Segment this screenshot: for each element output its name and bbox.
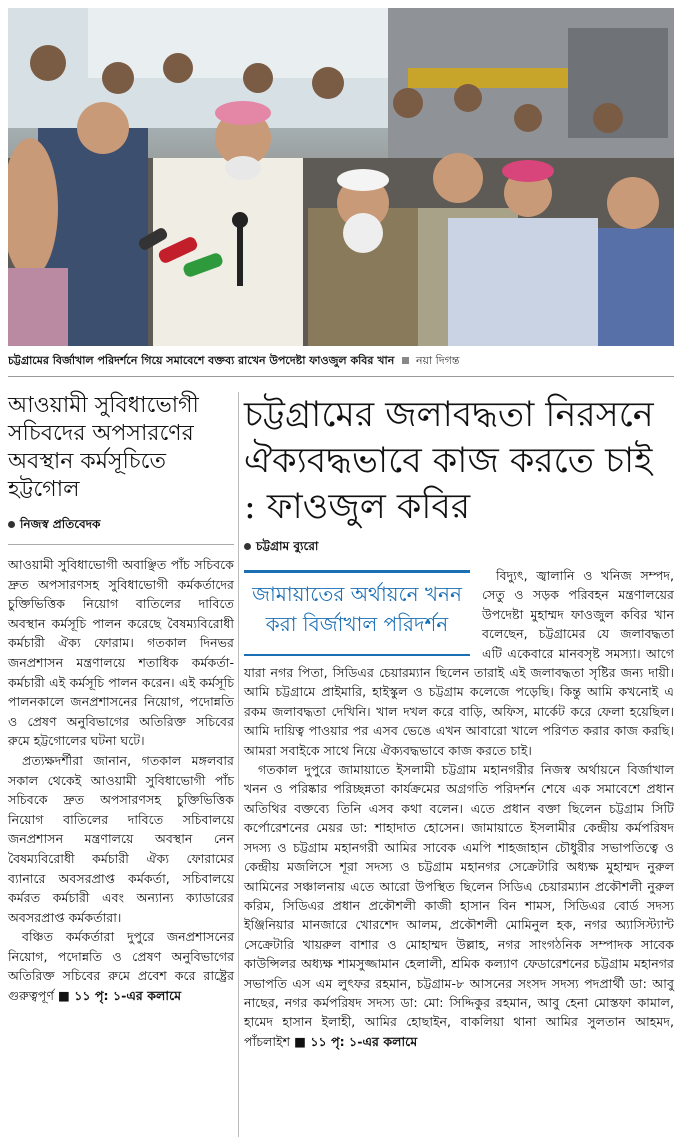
left-byline-text: নিজস্ব প্রতিবেদক xyxy=(20,517,101,531)
main-body xyxy=(244,566,674,1051)
main-byline-text: চট্টগ্রাম ব্যুরো xyxy=(256,539,319,553)
bullet-icon xyxy=(8,521,15,528)
continued-jump: ■ ১১ পৃ: ১-এর কলামে xyxy=(57,988,182,1004)
left-headline: আওয়ামী সুবিধাভোগী সচিবদের অপসারণের অবস্থান কর্মসূচিতে হট্টগোল xyxy=(8,393,199,502)
paragraph xyxy=(8,927,234,1005)
paragraph: বিদ্যুৎ, জ্বালানি ও খনিজ সম্পদ, সেতু ও সড়ক পরিবহন মন্ত্রণালয়ের উপদেষ্টা মুহাম্মদ ফাওজুল কবির খান বলেছেন, চট্টগ্রামের যে জলাবদ্ধতা এটি একেবারে মানবসৃষ্ট সমস্যা। আগে যারা নগর পিতা, সিডিএর চেয়ারম্যান ছিলেন তারাই এই জলাবদ্ধতা সৃষ্টির জন্য দায়ী। আমি চট্টগ্রামে প্রাইমারি, হাইস্কুল ও চট্টগ্রাম কলেজে পড়েছি। কিন্তু আমি কখনোই এ রকম জলাবদ্ধতা দেখিনি। খাল দখল করে বাড়ি, অফিস, মার্কেট করে ফেলা হয়েছিল। আমি দায়িত্ব পাওয়ার পর এসব ভেঙে এখন আবারো খালে পরিণত করার কাজ করছি। আমরা সবাইকে সাথে নিয়ে ঐক্যবদ্ধভাবে কাজ করতে চাই। xyxy=(244,568,674,758)
square-bullet-icon xyxy=(402,357,409,364)
pull-quote: জামায়াতের অর্থায়নে খনন করা বির্জাখাল পরিদর্শন xyxy=(244,570,470,656)
divider xyxy=(8,376,674,377)
continued-jump: ■ ১১ পৃ: ১-এর কলামে xyxy=(294,1033,418,1049)
paragraph: আওয়ামী সুবিধাভোগী অবাঞ্ছিত পাঁচ সচিবকে দ্রুত অপসারণসহ সুবিধাভোগী কর্মকর্তাদের চুক্তিভিত্তিক নিয়োগ বাতিলের দাবিতে অবস্থান কর্মসূচি পালন করেছে বৈষম্যবিরোধী কর্মচারী ঐক্য ফোরাম। গতকাল দিনভর জনপ্রশাসন মন্ত্রণালয়ে শতাধিক কর্মকর্তা-কর্মচারী এই কর্মসূচি পালন করেন। এই কর্মসূচি পালনকালে জনপ্রশাসনের নিয়োগ, পদোন্নতি ও প্রেষণ অনুবিভাগের অতিরিক্ত সচিবের রুমে হট্টগোলের ঘটনা ঘটে। xyxy=(8,557,234,749)
photo-caption xyxy=(8,352,674,370)
photo-credit: নয়া দিগন্ত xyxy=(415,354,460,367)
paragraph-text: বঞ্চিত কর্মকর্তারা দুপুরে জনপ্রশাসনের নিয়োগ, পদোন্নতি ও প্রেষণ অনুবিভাগের অতিরিক্ত সচিবের রুমে প্রবেশ করে রাষ্ট্রের গুরুত্বপূর্ণ xyxy=(8,929,234,1004)
paragraph-text: গতকাল দুপুরে জামায়াতে ইসলামী চট্টগ্রাম মহানগরীর নিজস্ব অর্থায়নে বির্জাখাল খনন ও পরিষ্কার পরিচ্ছন্নতা কার্যক্রমের অগ্রগতি পরিদর্শন শেষে এক সমাবেশে প্রধান অতিথির বক্তব্যে তিনি এসব কথা বলেন। এতে প্রধান বক্তা ছিলেন চট্টগ্রাম সিটি কর্পোরেশনের মেয়র ডা: শাহাদাত হোসেন। জামায়াতে ইসলামীর কেন্দ্রীয় কর্মপরিষদ সদস্য ও চট্টগ্রাম মহানগরী আমির সাবেক এমপি শাহজাহান চৌধুরীর সভাপতিত্বে ও কেন্দ্রীয় মজলিসে শূরা সদস্য ও চট্টগ্রাম মহানগর সেক্রেটারি অধ্যক্ষ মুহাম্মদ নুরুল আমিনের সঞ্চালনায় এতে আরো উপস্থিত ছিলেন সিডিএ চেয়ারম্যান প্রকৌশলী নুরুল করিম, সিডিএর প্রধান প্রকৌশলী কাজী হাসান বিন শামস, সিডিএর বোর্ড সদস্য ইঞ্জিনিয়ার মানজারে খোরশেদ আলম, প্রকৌশলী মোমিনুল হক, নগর অ্যাসিস্ট্যান্ট সেক্রেটারি খায়রুল বাশার ও মোহাম্মদ উল্লাহ, নগর সাংগঠনিক সম্পাদক সাবেক কাউন্সিলর অধ্যক্ষ শামসুজ্জামান হেলালী, শ্রমিক কল্যাণ ফেডারেশনের চট্টগ্রাম মহানগর সভাপতি এস এম লুৎফর রহমান, চট্টগ্রাম-৮ আসনের সংসদ সদস্য পদপ্রার্থী ডা: আবু নাছের, নগর কর্মপরিষদ সদস্য ডা: মো: সিদ্দিকুর রহমান, আবু হেনা মোস্তফা কামাল, হামেদ হাসান ইলাহী, আমির হোছাইন, বাকলিয়া থানা আমির সুলতান আহমদ, পাঁচলাইশ xyxy=(244,762,674,1049)
main-byline xyxy=(244,538,674,558)
main-story xyxy=(244,392,674,1140)
bullet-icon xyxy=(244,543,251,550)
paragraph xyxy=(244,760,674,1051)
caption-text: চট্টগ্রামের বির্জাখাল পরিদর্শনে গিয়ে সমাবেশে বক্তব্য রাখেন উপদেষ্টা ফাওজুল কবির খান xyxy=(8,354,395,367)
news-photo xyxy=(8,8,674,346)
column-divider xyxy=(238,392,239,1137)
press-conference-photo-icon xyxy=(8,8,674,346)
left-story xyxy=(8,392,234,1140)
main-headline: চট্টগ্রামের জলাবদ্ধতা নিরসনে ঐক্যবদ্ধভাবে কাজ করতে চাই : ফাওজুল কবির xyxy=(244,395,654,527)
left-body xyxy=(8,555,234,1006)
paragraph: প্রত্যক্ষদর্শীরা জানান, গতকাল মঙ্গলবার সকাল থেকেই আওয়ামী সুবিধাভোগী পাঁচ সচিবকে দ্রুত অপসারণসহ চুক্তিভিত্তিক নিয়োগ বাতিলের দাবিতে সচিবালয়ে জনপ্রশাসন মন্ত্রণালয়ে অবস্থান নেন বৈষম্যবিরোধী কর্মচারী ঐক্য ফোরামের ব্যানারে অবসরপ্রাপ্ত কর্মকর্তা, সচিবালয়ে কর্মরত কর্মচারী এবং অন্যান্য ক্যাডারের অবসরপ্রাপ্ত কর্মকর্তারা। xyxy=(8,752,234,925)
left-byline xyxy=(8,516,234,536)
divider xyxy=(8,544,234,545)
